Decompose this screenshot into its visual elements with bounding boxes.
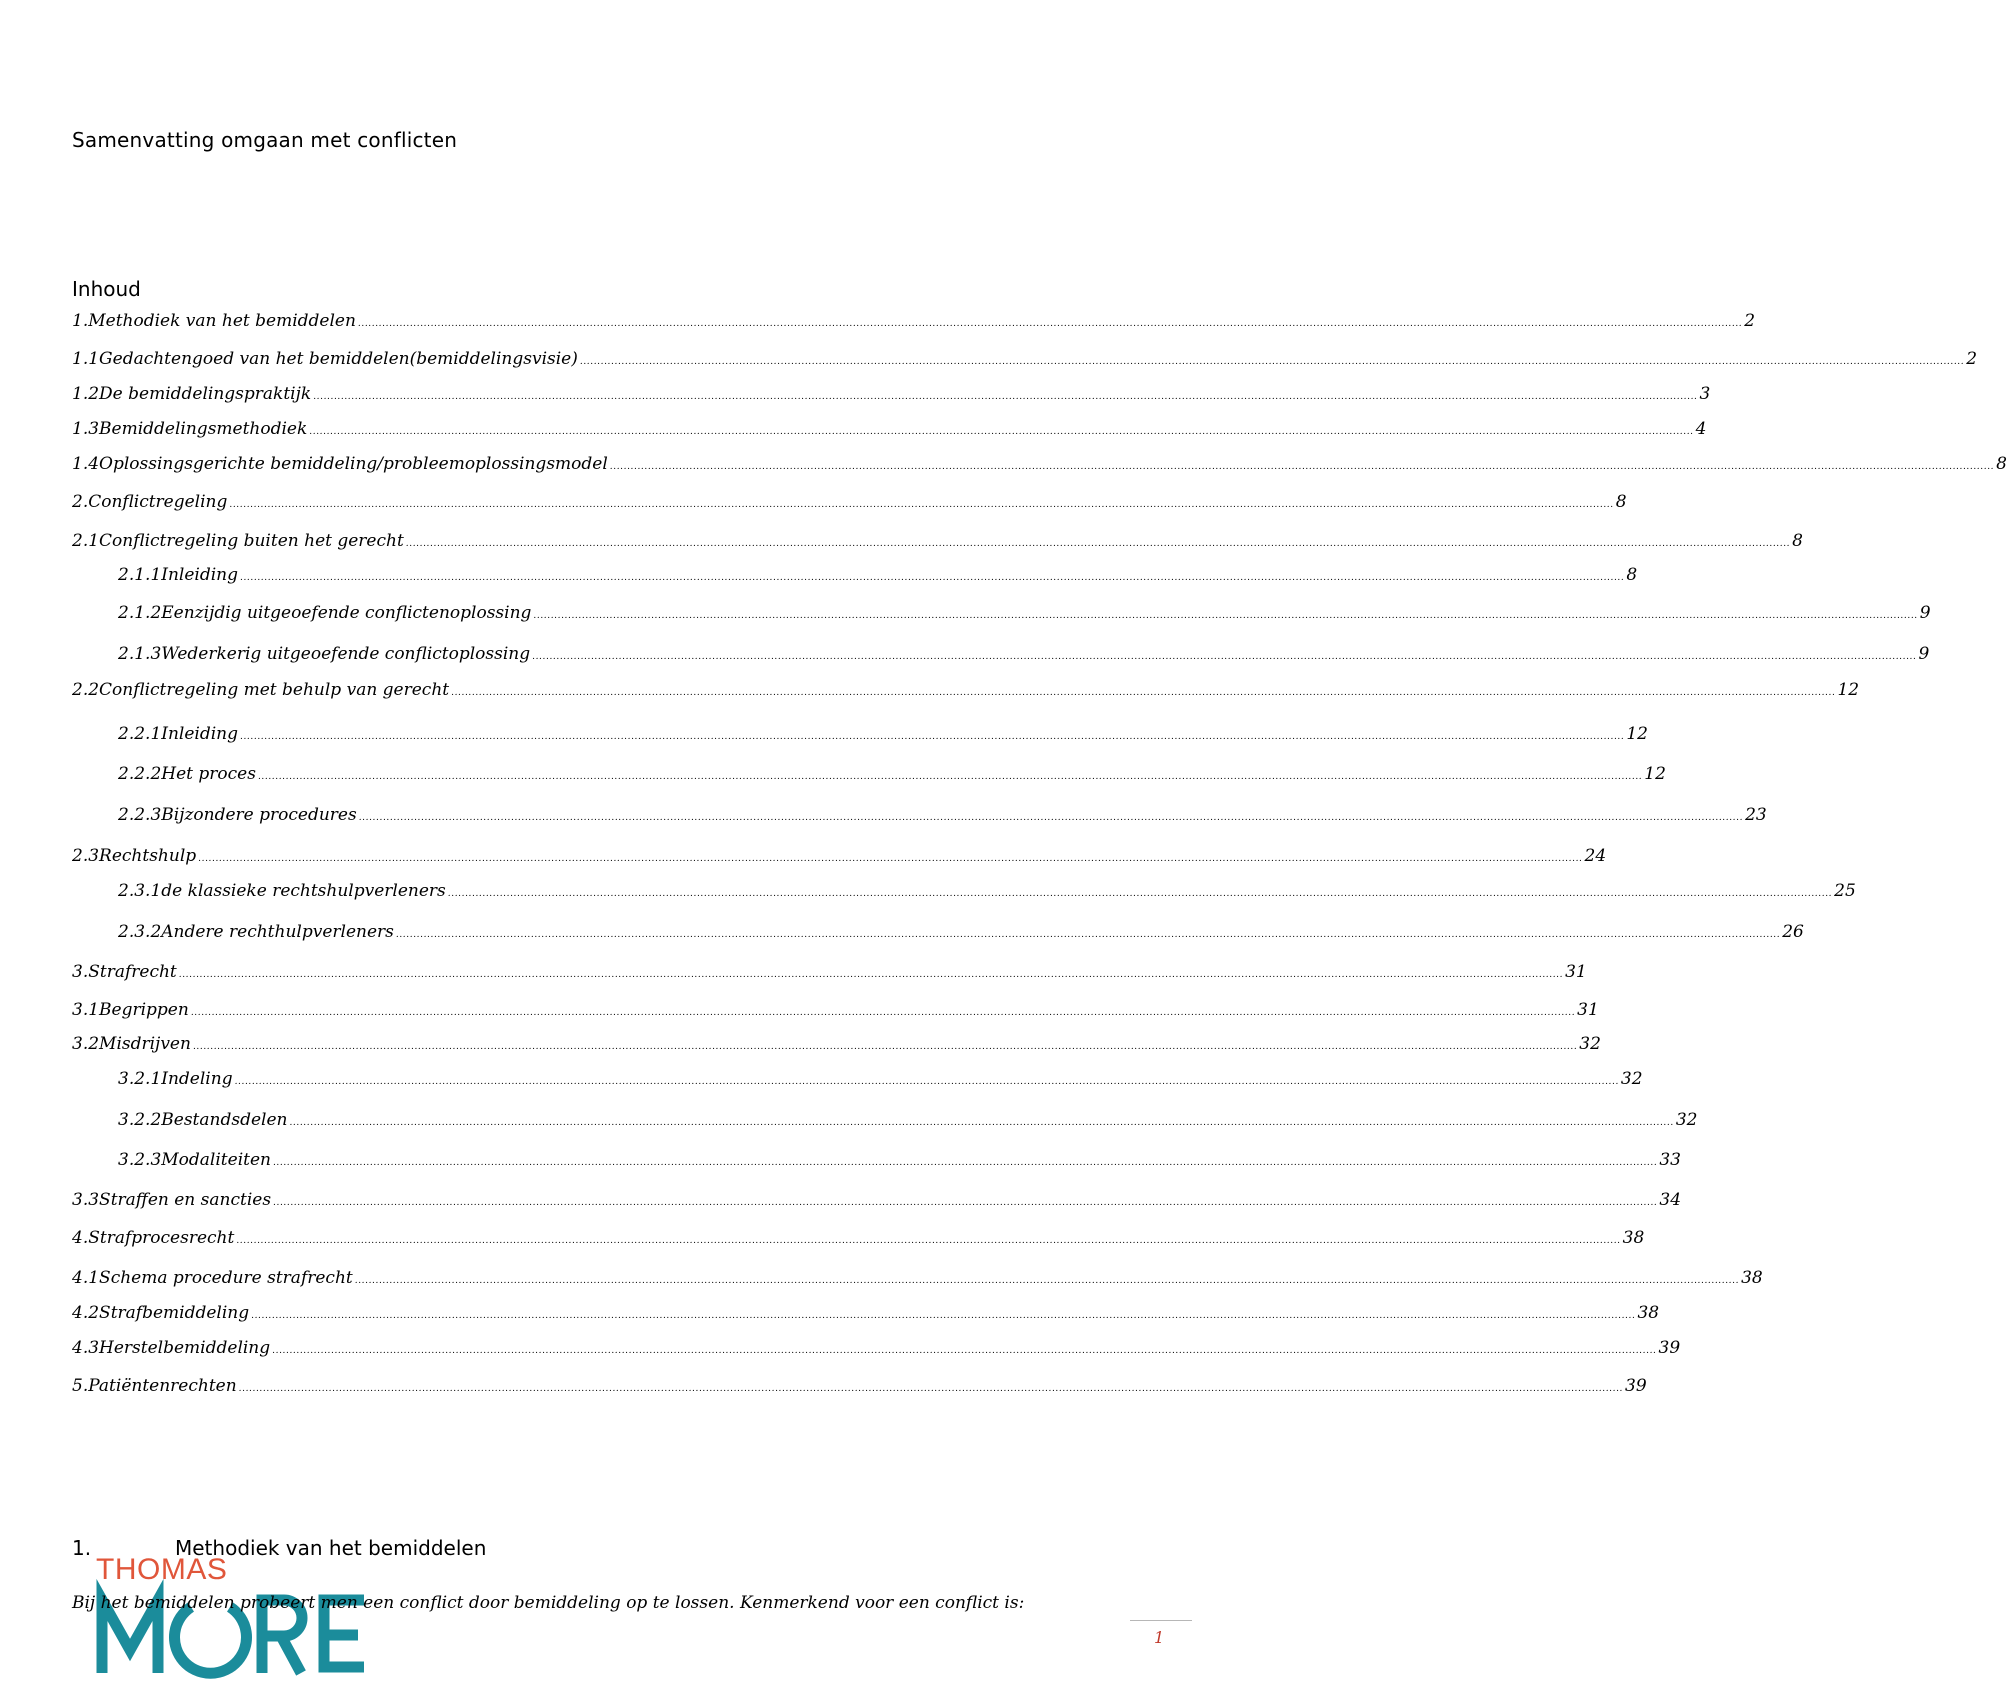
toc-leader-dots: ................................................................................................................................................................................................................................................................................................................................................................................................................ (234, 1077, 1619, 1087)
toc-entry-label: Herstelbemiddeling (99, 1338, 271, 1358)
toc-entry[interactable] (72, 531, 1803, 555)
toc-entry-number: 2.3.1 (118, 881, 162, 901)
body-paragraph: Bij het bemiddelen probeert men een conflict door bemiddeling op te lossen. Kenmerkend voor een conflict is: (72, 1593, 1025, 1613)
toc-leader-dots: ................................................................................................................................................................................................................................................................................................................................................................................................................ (309, 427, 1694, 437)
toc-entry-number: 3.2.1 (118, 1069, 162, 1089)
toc-entry[interactable] (118, 644, 1930, 668)
toc-entry-number: 3.1 (72, 1000, 100, 1020)
toc-leader-dots: ................................................................................................................................................................................................................................................................................................................................................................................................................ (579, 357, 1965, 367)
toc-entry-label: Methodiek van het bemiddelen (88, 311, 356, 331)
toc-entry[interactable] (118, 603, 1931, 627)
toc-entry[interactable] (118, 1150, 1681, 1174)
toc-leader-dots: ................................................................................................................................................................................................................................................................................................................................................................................................................ (272, 1346, 1657, 1356)
toc-entry[interactable] (72, 419, 1707, 443)
toc-entry-label: Straffen en sancties (99, 1190, 272, 1210)
toc-entry-number: 3. (72, 962, 89, 982)
toc-leader-dots: ................................................................................................................................................................................................................................................................................................................................................................................................................ (238, 1384, 1624, 1394)
toc-leader-dots: ................................................................................................................................................................................................................................................................................................................................................................................................................ (236, 1236, 1621, 1246)
toc-entry-page: 3 (1699, 384, 1711, 404)
toc-entry-page: 8 (1996, 454, 2007, 474)
toc-entry-number: 1.4 (72, 454, 100, 474)
toc-entry-number: 1.3 (72, 419, 100, 439)
toc-entry[interactable] (72, 1268, 1763, 1292)
toc-entry-label: Strafrecht (88, 962, 177, 982)
toc-entry-label: de klassieke rechtshulpverleners (161, 881, 446, 901)
toc-entry-page: 24 (1584, 846, 1607, 866)
toc-leader-dots: ................................................................................................................................................................................................................................................................................................................................................................................................................ (354, 1276, 1740, 1286)
toc-entry-number: 2. (72, 492, 89, 512)
toc-leader-dots: ................................................................................................................................................................................................................................................................................................................................................................................................................ (192, 1042, 1578, 1052)
toc-entry-label: Conflictregeling buiten het gerecht (99, 531, 404, 551)
toc-entry[interactable] (72, 1338, 1681, 1362)
toc-entry-page: 9 (1918, 644, 1930, 664)
logo-top-text: THOMAS (96, 1553, 228, 1586)
toc-entry-label: Bemiddelingsmethodiek (99, 419, 308, 439)
toc-entry-page: 12 (1837, 680, 1860, 700)
section-title: Methodiek van het bemiddelen (175, 1536, 487, 1560)
toc-entry-number: 2.1 (72, 531, 100, 551)
toc-leader-dots: ................................................................................................................................................................................................................................................................................................................................................................................................................ (289, 1118, 1674, 1128)
toc-entry-label: Begrippen (99, 1000, 189, 1020)
toc-entry-page: 2 (1966, 349, 1978, 369)
toc-entry-label: Andere rechthulpverleners (161, 922, 394, 942)
toc-leader-dots: ................................................................................................................................................................................................................................................................................................................................................................................................................ (357, 319, 1743, 329)
toc-entry-page: 38 (1637, 1303, 1660, 1323)
toc-entry[interactable] (72, 1034, 1601, 1058)
toc-entry-number: 4.1 (72, 1268, 100, 1288)
toc-entry-page: 8 (1615, 492, 1627, 512)
toc-leader-dots: ................................................................................................................................................................................................................................................................................................................................................................................................................ (451, 688, 1836, 698)
toc-entry-number: 5. (72, 1376, 89, 1396)
toc-leader-dots: ................................................................................................................................................................................................................................................................................................................................................................................................................ (240, 573, 1625, 583)
toc-entry-page: 12 (1644, 764, 1666, 784)
toc-entry-label: Strafbemiddeling (99, 1303, 250, 1323)
toc-entry-number: 2.1.3 (118, 644, 162, 664)
toc-leader-dots: ................................................................................................................................................................................................................................................................................................................................................................................................................ (240, 732, 1625, 742)
toc-entry-label: Bestandsdelen (161, 1110, 288, 1130)
toc-entry-label: Bijzondere procedures (161, 805, 357, 825)
toc-entry-label: Wederkerig uitgeoefende conflictoplossing (161, 644, 531, 664)
toc-entry-label: Rechtshulp (99, 846, 197, 866)
toc-entry-number: 4. (72, 1228, 89, 1248)
toc-leader-dots: ................................................................................................................................................................................................................................................................................................................................................................................................................ (273, 1198, 1658, 1208)
toc-entry-number: 1. (72, 311, 89, 331)
toc-entry-page: 32 (1675, 1110, 1698, 1130)
toc-entry-label: De bemiddelingspraktijk (99, 384, 312, 404)
toc-leader-dots: ................................................................................................................................................................................................................................................................................................................................................................................................................ (272, 1158, 1658, 1168)
toc-entry-label: Modaliteiten (161, 1150, 271, 1170)
toc-leader-dots: ................................................................................................................................................................................................................................................................................................................................................................................................................ (229, 500, 1614, 510)
toc-entry-page: 8 (1792, 531, 1803, 551)
toc-entry-number: 2.2.3 (118, 805, 162, 825)
toc-entry-page: 26 (1782, 922, 1804, 942)
toc-entry[interactable] (72, 1000, 1599, 1024)
toc-entry-label: Het proces (161, 764, 256, 784)
toc-entry-number: 1.2 (72, 384, 100, 404)
toc-entry-page: 39 (1625, 1376, 1647, 1396)
toc-entry[interactable] (118, 1110, 1698, 1134)
toc-entry-label: Misdrijven (99, 1034, 191, 1054)
toc-leader-dots: ................................................................................................................................................................................................................................................................................................................................................................................................................ (190, 1008, 1576, 1018)
toc-entry-page: 31 (1565, 962, 1587, 982)
toc-entry-label: Gedachtengoed van het bemiddelen(bemiddelingsvisie) (99, 349, 578, 369)
toc-entry-label: Strafprocesrecht (88, 1228, 235, 1248)
toc-entry[interactable] (118, 724, 1648, 748)
toc-entry[interactable] (118, 764, 1666, 788)
toc-entry[interactable] (118, 565, 1638, 589)
toc-entry-number: 2.2.1 (118, 724, 162, 744)
toc-entry-label: Conflictregeling met behulp van gerecht (99, 680, 450, 700)
toc-entry-page: 12 (1626, 724, 1648, 744)
logo (96, 1555, 376, 1675)
toc-entry[interactable] (72, 1376, 1647, 1400)
toc-entry-page: 2 (1744, 311, 1756, 331)
toc-leader-dots: ................................................................................................................................................................................................................................................................................................................................................................................................................ (609, 462, 1995, 472)
toc-entry[interactable] (72, 1303, 1660, 1327)
toc-entry-label: Conflictregeling (88, 492, 228, 512)
toc-leader-dots: ................................................................................................................................................................................................................................................................................................................................................................................................................ (532, 652, 1917, 662)
toc-leader-dots: ................................................................................................................................................................................................................................................................................................................................................................................................................ (395, 930, 1781, 940)
toc-entry-label: Eenzijdig uitgeoefende conflictenoplossing (161, 603, 532, 623)
toc-entry-page: 33 (1659, 1150, 1681, 1170)
toc-entry-page: 23 (1745, 805, 1767, 825)
toc-leader-dots: ................................................................................................................................................................................................................................................................................................................................................................................................................ (405, 539, 1791, 549)
toc-entry-page: 38 (1741, 1268, 1763, 1288)
toc-entry-label: Patiëntenrechten (88, 1376, 237, 1396)
footer-divider (1130, 1620, 1192, 1621)
toc-leader-dots: ................................................................................................................................................................................................................................................................................................................................................................................................................ (251, 1311, 1636, 1321)
toc-entry[interactable] (118, 805, 1767, 829)
toc-entry-number: 2.1.2 (118, 603, 162, 623)
toc-entry-label: Inleiding (161, 724, 239, 744)
toc-entry-number: 2.1.1 (118, 565, 162, 585)
toc-entry-page: 32 (1620, 1069, 1643, 1089)
toc-entry-page: 31 (1577, 1000, 1599, 1020)
toc-entry-page: 25 (1834, 881, 1856, 901)
toc-entry-label: Indeling (161, 1069, 233, 1089)
toc-entry[interactable] (118, 922, 1804, 946)
document-title: Samenvatting omgaan met conflicten (72, 128, 458, 152)
toc-leader-dots: ................................................................................................................................................................................................................................................................................................................................................................................................................ (257, 772, 1643, 782)
toc-entry-number: 2.2.2 (118, 764, 162, 784)
toc-entry[interactable] (72, 349, 1978, 373)
toc-entry[interactable] (72, 311, 1756, 335)
page-number: 1 (1154, 1628, 1165, 1647)
toc-entry-number: 4.2 (72, 1303, 100, 1323)
toc-leader-dots: ................................................................................................................................................................................................................................................................................................................................................................................................................ (533, 611, 1918, 621)
toc-heading: Inhoud (72, 277, 141, 301)
logo-more-mark (96, 1555, 376, 1675)
toc-entry-number: 2.3 (72, 846, 100, 866)
toc-entry-page: 38 (1622, 1228, 1645, 1248)
toc-entry-label: Inleiding (161, 565, 239, 585)
toc-entry[interactable] (72, 1190, 1682, 1214)
toc-entry-number: 2.3.2 (118, 922, 162, 942)
toc-entry[interactable] (118, 1069, 1643, 1093)
toc-entry-page: 39 (1658, 1338, 1681, 1358)
toc-leader-dots: ................................................................................................................................................................................................................................................................................................................................................................................................................ (447, 889, 1833, 899)
toc-entry[interactable] (72, 492, 1627, 516)
toc-entry-number: 3.2 (72, 1034, 100, 1054)
toc-entry[interactable] (72, 680, 1860, 704)
toc-entry-page: 4 (1695, 419, 1707, 439)
toc-entry[interactable] (72, 384, 1711, 408)
section-number: 1. (72, 1536, 92, 1560)
toc-entry-number: 4.3 (72, 1338, 100, 1358)
toc-entry[interactable] (72, 962, 1587, 986)
toc-entry[interactable] (118, 881, 1856, 905)
toc-entry-number: 2.2 (72, 680, 100, 700)
toc-leader-dots: ................................................................................................................................................................................................................................................................................................................................................................................................................ (178, 970, 1564, 980)
toc-leader-dots: ................................................................................................................................................................................................................................................................................................................................................................................................................ (198, 854, 1583, 864)
toc-entry-number: 1.1 (72, 349, 100, 369)
toc-entry-label: Schema procedure strafrecht (99, 1268, 353, 1288)
toc-entry-label: Oplossingsgerichte bemiddeling/probleemoplossingsmodel (99, 454, 608, 474)
toc-entry-page: 32 (1579, 1034, 1601, 1054)
toc-entry-number: 3.3 (72, 1190, 100, 1210)
toc-entry-page: 8 (1626, 565, 1638, 585)
toc-entry[interactable] (72, 846, 1607, 870)
toc-leader-dots: ................................................................................................................................................................................................................................................................................................................................................................................................................ (313, 392, 1698, 402)
toc-entry-page: 9 (1919, 603, 1931, 623)
toc-entry-number: 3.2.3 (118, 1150, 162, 1170)
toc-entry[interactable] (72, 454, 2007, 478)
toc-entry-page: 34 (1659, 1190, 1682, 1210)
toc-entry[interactable] (72, 1228, 1645, 1252)
toc-leader-dots: ................................................................................................................................................................................................................................................................................................................................................................................................................ (358, 813, 1744, 823)
toc-entry-number: 3.2.2 (118, 1110, 162, 1130)
